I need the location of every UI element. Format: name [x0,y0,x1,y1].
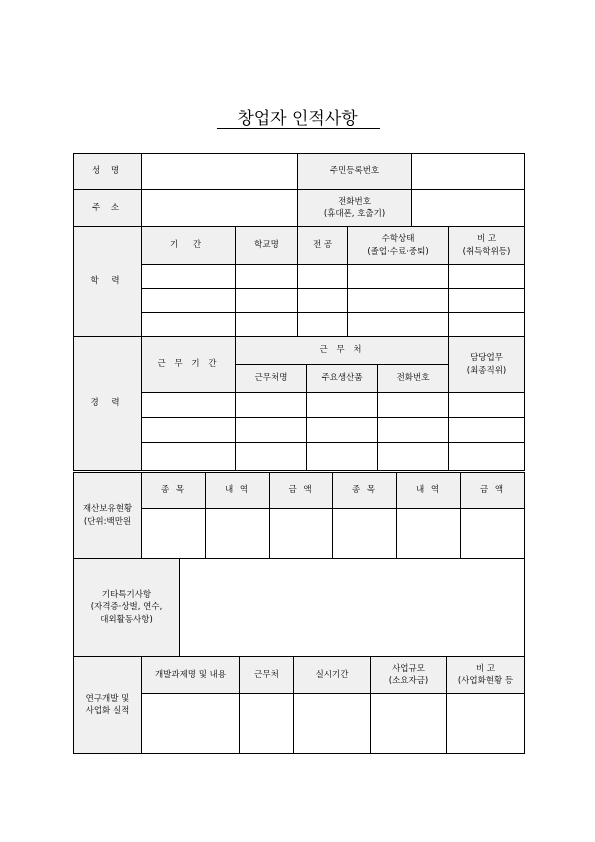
table-cell[interactable] [371,694,447,754]
education-header-note: 비 고 (취득학위등) [449,227,525,265]
rnd-section-label: 연구개발 및 사업화 실적 [74,657,142,754]
table-cell[interactable] [378,443,449,471]
phone-label: 전화번호 (휴대폰, 호출기) [298,190,412,227]
education-header-period: 기 간 [142,227,236,265]
table-cell[interactable] [270,509,333,559]
table-cell[interactable] [142,393,236,418]
career-header-phone: 전화번호 [378,365,449,393]
table-cell[interactable] [348,289,449,313]
career-header-period: 근 무 기 간 [142,337,236,393]
table-cell[interactable] [449,265,525,289]
table-cell[interactable] [142,509,206,559]
table-cell[interactable] [449,393,525,418]
rnd-header-period: 실시기간 [294,657,371,694]
table-cell[interactable] [294,694,371,754]
table-cell[interactable] [449,443,525,471]
table-cell[interactable] [348,265,449,289]
table-cell[interactable] [298,265,348,289]
other-notes-table [73,558,525,657]
career-header-duty: 담당업무 (최종직위) [449,337,525,393]
assets-table [73,472,525,559]
table-cell[interactable] [236,289,298,313]
career-table [73,336,525,471]
name-field[interactable] [142,154,298,190]
table-cell[interactable] [449,313,525,337]
table-cell[interactable] [307,418,378,443]
table-cell[interactable] [142,443,236,471]
education-table [73,226,525,337]
page-title: 창업자 인적사항 [237,109,358,129]
other-notes-label: 기타특기사항 (자격증·상벌, 연수, 대외활동사항) [74,559,180,657]
assets-section-label: 재산보유현황 (단위:백만원 [74,473,142,559]
table-cell[interactable] [142,289,236,313]
rnd-header-project: 개발과제명 및 내용 [142,657,240,694]
career-header-workplace: 근 무 처 [236,337,449,365]
table-cell[interactable] [378,393,449,418]
education-header-school: 학교명 [236,227,298,265]
table-cell[interactable] [206,509,270,559]
resident-no-label: 주민등록번호 [298,154,412,190]
rnd-table [73,656,525,754]
rnd-header-scale: 사업규모 (소요자금) [371,657,447,694]
career-header-product: 주요생산품 [307,365,378,393]
assets-header-detail: 내 역 [206,473,270,509]
table-cell[interactable] [449,418,525,443]
assets-header-amount: 금 액 [270,473,333,509]
table-cell[interactable] [240,694,294,754]
table-cell[interactable] [348,313,449,337]
education-section-label: 학 력 [74,227,142,337]
table-cell[interactable] [236,393,307,418]
other-notes-field[interactable] [180,559,525,657]
table-cell[interactable] [397,509,461,559]
table-cell[interactable] [447,694,525,754]
table-cell[interactable] [142,694,240,754]
table-cell[interactable] [236,443,307,471]
table-cell[interactable] [333,509,397,559]
table-cell[interactable] [449,289,525,313]
rnd-header-workplace: 근무처 [240,657,294,694]
table-cell[interactable] [236,418,307,443]
table-cell[interactable] [236,265,298,289]
table-cell[interactable] [307,393,378,418]
education-header-status: 수학상태 (졸업·수료·중퇴) [348,227,449,265]
table-cell[interactable] [298,289,348,313]
address-label: 주 소 [74,190,142,227]
table-cell[interactable] [378,418,449,443]
assets-header-item-2: 종 목 [333,473,397,509]
basic-info-table [73,153,525,227]
table-cell[interactable] [307,443,378,471]
phone-field[interactable] [412,190,525,227]
address-field[interactable] [142,190,298,227]
title-underline [217,128,380,129]
resident-no-field[interactable] [412,154,525,190]
table-cell[interactable] [142,418,236,443]
table-cell[interactable] [142,313,236,337]
table-cell[interactable] [236,313,298,337]
name-label: 성 명 [74,154,142,190]
assets-header-amount-2: 금 액 [461,473,525,509]
table-cell[interactable] [461,509,525,559]
table-cell[interactable] [142,265,236,289]
education-header-major: 전 공 [298,227,348,265]
career-section-label: 경 력 [74,337,142,471]
assets-header-item: 종 목 [142,473,206,509]
rnd-header-note: 비 고 (사업화현황 등 [447,657,525,694]
table-cell[interactable] [298,313,348,337]
career-header-company: 근무처명 [236,365,307,393]
assets-header-detail-2: 내 역 [397,473,461,509]
